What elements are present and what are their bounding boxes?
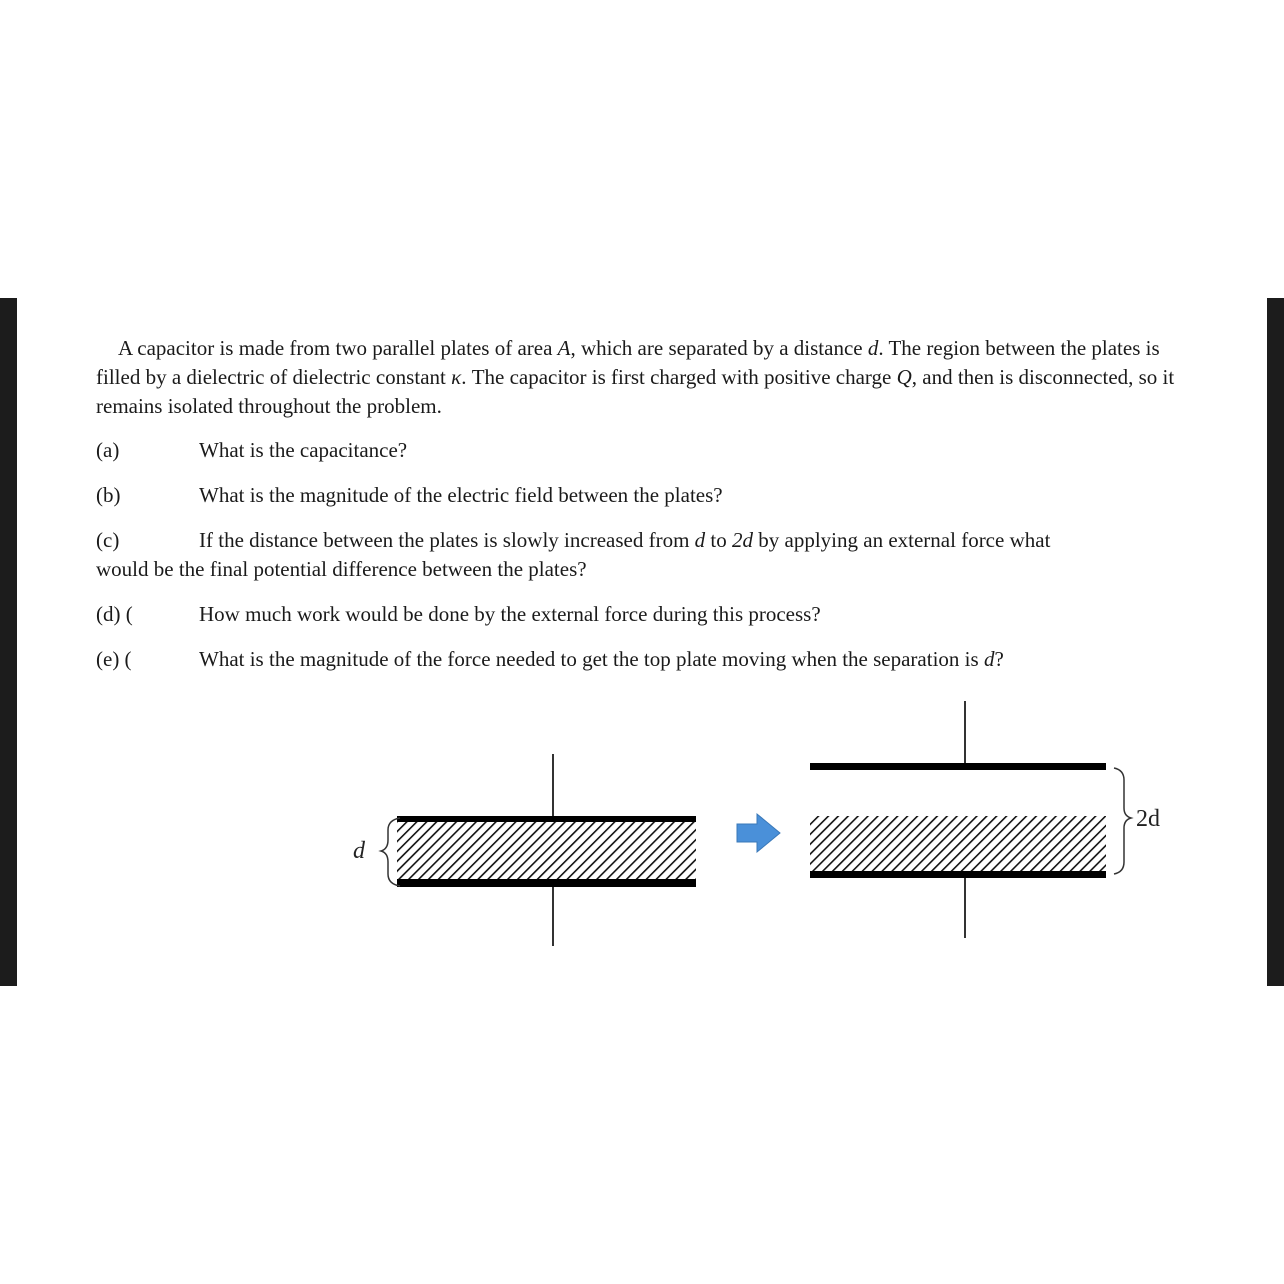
bottom-plate: [397, 879, 696, 887]
transition-arrow-icon: [737, 814, 780, 852]
var-charge: Q: [896, 365, 912, 389]
var-distance: d: [867, 336, 879, 360]
raised-top-plate: [810, 763, 1106, 770]
right-brace: [1114, 768, 1131, 874]
var-kappa: κ: [451, 365, 462, 389]
right-distance-label: 2d: [1136, 806, 1160, 832]
question-c-label: (c): [96, 528, 120, 552]
question-e-text: What is the magnitude of the force needed to get the top plate moving when the separation is d?: [199, 647, 1004, 671]
dielectric-slab: [810, 816, 1106, 872]
question-c-continuation: would be the final potential difference between the plates?: [96, 557, 587, 581]
question-e-label: (e) (: [96, 647, 132, 671]
capacitor-initial: [353, 754, 696, 946]
problem-intro: A capacitor is made from two parallel plates of area A, which are separated by a distance d. The region between the plates is filled by a dielectric of dielectric constant κ. The capacitor is first charged with positive charge Q, and then is disconnected, so it remains isolated throughout the problem.: [96, 336, 1175, 418]
question-a-label: (a): [96, 438, 120, 462]
capacitor-separated: [810, 701, 1160, 938]
question-b-text: What is the magnitude of the electric field between the plates?: [199, 483, 723, 507]
question-d-text: How much work would be done by the external force during this process?: [199, 602, 821, 626]
bottom-plate: [810, 871, 1106, 878]
top-plate: [397, 816, 696, 822]
question-c-text: If the distance between the plates is slowly increased from d to 2d by applying an external force what: [199, 528, 1051, 552]
question-d-label: (d) (: [96, 602, 133, 626]
left-distance-label: d: [353, 838, 365, 864]
var-area: A: [557, 336, 571, 360]
question-b-label: (b): [96, 483, 121, 507]
dielectric-slab: [397, 820, 696, 880]
question-a-text: What is the capacitance?: [199, 438, 408, 462]
